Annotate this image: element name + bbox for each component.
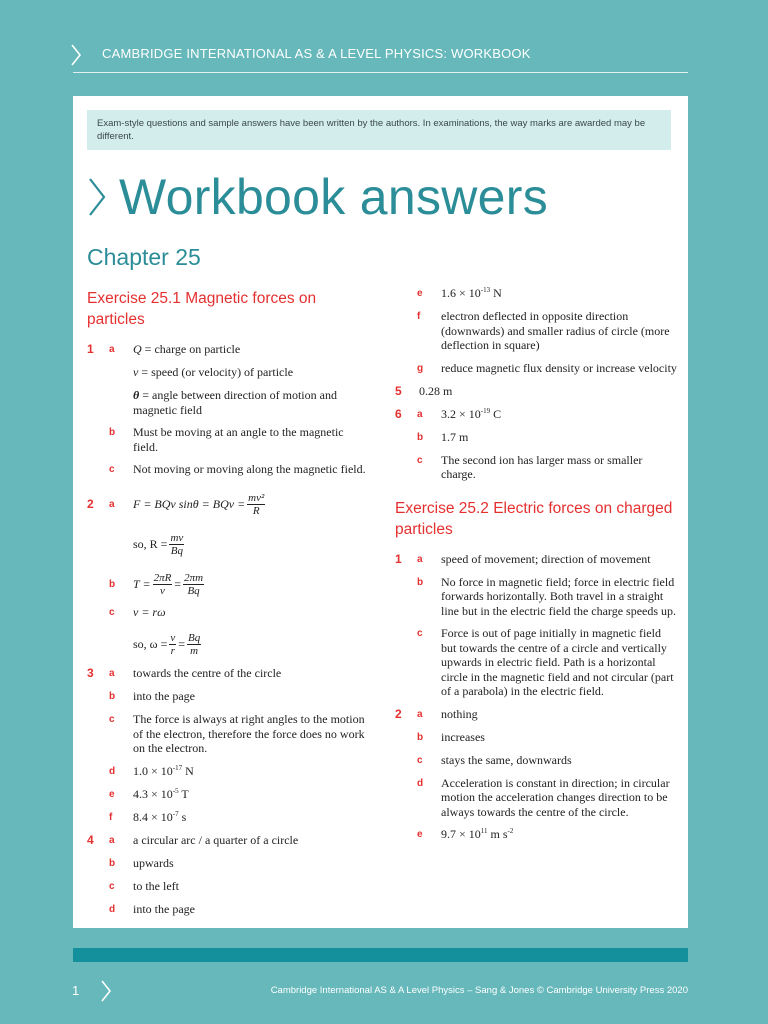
equation-text: F = BQv sinθ = BQv = xyxy=(133,496,246,511)
part-letter: a xyxy=(417,708,423,720)
denominator: R xyxy=(252,504,260,517)
list-item xyxy=(87,365,367,380)
exercise-heading: Exercise 25.1 Magnetic forces on particles xyxy=(87,290,317,328)
answer-text: 3.2 × 10 xyxy=(441,406,481,421)
part-letter: c xyxy=(417,628,423,639)
right-column xyxy=(395,286,677,850)
answer-text: to the left xyxy=(133,878,179,893)
equation-text: so, ω = xyxy=(133,636,168,651)
part-letter: b xyxy=(109,427,116,438)
exponent: 11 xyxy=(480,827,488,835)
left-column xyxy=(87,288,367,925)
chevron-right-icon xyxy=(100,980,112,1002)
unit: N xyxy=(182,763,194,778)
list-item xyxy=(395,309,677,353)
symbol: θ xyxy=(133,388,140,402)
list-item xyxy=(395,575,677,619)
part-letter: c xyxy=(417,754,423,766)
part-letter: d xyxy=(417,777,424,789)
equation-text: so, R = xyxy=(133,536,168,551)
part-letter: a xyxy=(417,553,423,565)
list-item xyxy=(395,286,677,301)
list-item xyxy=(87,565,367,603)
part-letter: f xyxy=(109,811,113,823)
fraction xyxy=(187,632,201,657)
unit: m s xyxy=(487,827,508,841)
list-item xyxy=(395,430,677,445)
denominator: Bq xyxy=(187,584,200,597)
exponent: -19 xyxy=(480,406,491,415)
answer-text: The force is always at right angles to the motion of the electron, therefore the force does no work on the electron. xyxy=(133,712,365,755)
list-item xyxy=(87,902,367,917)
question-number: 2 xyxy=(87,497,94,511)
answer-text: 8.4 × 10 xyxy=(133,809,173,824)
exam-notice: Exam-style questions and sample answers have been written by the authors. In examinations, the way marks are awarded may be different. xyxy=(87,110,671,150)
answer-text: 0.28 m xyxy=(419,383,453,398)
answer-text: Force is out of page initially in magnetic field but towards the centre of a circle and vertically upwards in electric field. Path is a horizontal circle in the magnetic field and not circular (part of a parabola) in the electric field. xyxy=(441,626,674,698)
list-item xyxy=(87,764,367,779)
answer-text: increases xyxy=(441,729,485,744)
footer-band xyxy=(73,948,688,962)
part-letter: a xyxy=(109,668,115,679)
list-item xyxy=(87,342,367,357)
page-title-text: Workbook answers xyxy=(119,169,549,225)
part-letter: c xyxy=(109,464,115,475)
part-letter: e xyxy=(417,829,423,840)
list-item xyxy=(395,453,677,482)
unit: s xyxy=(178,809,187,824)
list-item xyxy=(395,730,677,745)
numerator: v xyxy=(170,631,176,644)
list-item xyxy=(395,827,677,842)
equals-sign: = xyxy=(174,576,182,591)
symbol: Q xyxy=(133,342,142,356)
part-letter: b xyxy=(417,731,424,743)
list-item xyxy=(87,462,367,477)
part-letter: b xyxy=(109,691,116,702)
page-title xyxy=(87,162,548,232)
list-item xyxy=(87,525,367,563)
exponent: -13 xyxy=(480,286,491,294)
part-letter: f xyxy=(417,311,421,322)
list-item xyxy=(87,605,367,620)
answer-text: Must be moving at an angle to the magnetic field. xyxy=(133,425,344,454)
list-item xyxy=(395,384,677,399)
part-letter: a xyxy=(109,834,115,846)
list-item xyxy=(395,407,677,422)
exponent: -17 xyxy=(172,763,183,772)
part-letter: d xyxy=(109,765,116,777)
part-letter: b xyxy=(417,431,424,443)
answer-text: = angle between direction of motion and magnetic field xyxy=(133,388,337,417)
equation-text: T = xyxy=(133,576,151,591)
list-item xyxy=(87,485,367,523)
unit: T xyxy=(178,786,189,801)
list-item xyxy=(87,833,367,848)
numerator: Bq xyxy=(188,631,201,644)
page-number: 1 xyxy=(72,983,80,998)
list-item xyxy=(395,707,677,722)
list-item xyxy=(87,425,367,454)
fraction xyxy=(169,632,176,657)
part-letter: b xyxy=(109,857,116,869)
list-item xyxy=(87,689,367,704)
list-item xyxy=(87,388,367,417)
part-letter: g xyxy=(417,362,424,374)
list-item xyxy=(395,753,677,768)
equation-text: v = rω xyxy=(133,605,166,619)
list-item xyxy=(87,666,367,681)
part-letter: a xyxy=(109,344,115,355)
answer-text: The second ion has larger mass or smaller charge. xyxy=(441,452,643,481)
list-item: so, ω = $\frac{v}{r}$ = $\frac{Bq}{m}$ xyxy=(133,631,201,657)
list-item xyxy=(87,879,367,894)
list-item xyxy=(87,712,367,756)
question-number: 5 xyxy=(395,383,402,398)
part-letter: b xyxy=(417,576,424,588)
answer-text: speed of movement; direction of movement xyxy=(441,551,651,566)
part-letter: b xyxy=(109,579,116,590)
part-letter: a xyxy=(417,408,423,420)
unit: C xyxy=(490,406,502,421)
answer-text: Not moving or moving along the magnetic field. xyxy=(133,462,366,476)
list-item xyxy=(395,552,677,567)
answer-text: = charge on particle xyxy=(141,342,241,356)
question-number: 1 xyxy=(395,551,402,566)
part-letter: e xyxy=(109,788,115,800)
part-letter: a xyxy=(109,499,115,510)
numerator: mv² xyxy=(248,491,265,504)
list-item xyxy=(395,626,677,699)
list-item xyxy=(87,787,367,802)
denominator: Bq xyxy=(170,544,183,557)
chevron-right-icon xyxy=(87,177,107,217)
answer-text: = speed (or velocity) of particle xyxy=(138,365,294,379)
list-item xyxy=(395,361,677,376)
list-item xyxy=(395,776,677,820)
denominator: v xyxy=(159,584,165,597)
answer-text: a circular arc / a quarter of a circle xyxy=(133,832,299,847)
chevron-right-icon xyxy=(70,44,82,66)
copyright-notice: Cambridge International AS & A Level Physics – Sang & Jones © Cambridge University Press 2020 xyxy=(270,985,688,996)
part-letter: c xyxy=(109,880,115,892)
part-letter: c xyxy=(417,454,423,466)
denominator: r xyxy=(170,644,175,657)
exponent: -5 xyxy=(172,786,179,795)
part-letter: c xyxy=(109,607,115,618)
answer-text: No force in magnetic field; force in electric field forwards horizontally. Both travel in a straight line but in the electric field the charge speeds up. xyxy=(441,574,677,618)
numerator: 2πm xyxy=(184,571,204,584)
answer-text: towards the centre of the circle xyxy=(133,666,282,680)
denominator: m xyxy=(190,644,199,657)
symbol: v xyxy=(133,365,139,379)
question-number: 6 xyxy=(395,406,402,421)
answer-text: Acceleration is constant in direction; in circular motion the acceleration changes direction to be always towards the centre of the circle. xyxy=(441,775,670,819)
chapter-heading: Chapter 25 xyxy=(87,244,201,270)
answer-text: into the page xyxy=(133,901,195,916)
question-number: 2 xyxy=(395,706,402,721)
exponent: -7 xyxy=(172,809,179,818)
answer-text: stays the same, downwards xyxy=(441,752,572,767)
exercise-heading: Exercise 25.2 Electric forces on charged particles xyxy=(395,499,673,538)
part-letter: d xyxy=(109,903,116,915)
unit: N xyxy=(490,286,502,300)
question-number: 1 xyxy=(87,342,94,356)
answer-text: 1.0 × 10 xyxy=(133,763,173,778)
list-item xyxy=(87,856,367,871)
part-letter: c xyxy=(109,714,115,725)
answer-text: into the page xyxy=(133,689,195,703)
fraction xyxy=(183,572,204,597)
question-number: 3 xyxy=(87,666,94,680)
answer-text: nothing xyxy=(441,706,478,721)
question-number: 4 xyxy=(87,832,94,847)
answer-text: 9.7 × 10 xyxy=(441,827,481,841)
numerator: 2πR xyxy=(153,571,172,584)
fraction xyxy=(247,492,265,517)
header-divider xyxy=(73,72,688,73)
answer-text: 1.7 m xyxy=(441,429,469,444)
page-content xyxy=(73,96,688,928)
answer-text: electron deflected in opposite direction (downwards) and smaller radius of circle (more deflection in square) xyxy=(441,309,670,352)
fraction xyxy=(169,532,184,557)
numerator: mv xyxy=(170,531,184,544)
exponent: -2 xyxy=(507,827,514,835)
answer-text: 4.3 × 10 xyxy=(133,786,173,801)
part-letter: e xyxy=(417,288,423,299)
list-item xyxy=(87,810,367,825)
answer-text: upwards xyxy=(133,855,174,870)
fraction xyxy=(153,572,173,597)
answer-text: reduce magnetic flux density or increase velocity xyxy=(441,360,677,375)
answer-text: 1.6 × 10 xyxy=(441,286,481,300)
book-title: CAMBRIDGE INTERNATIONAL AS & A LEVEL PHYSICS: WORKBOOK xyxy=(102,46,531,61)
